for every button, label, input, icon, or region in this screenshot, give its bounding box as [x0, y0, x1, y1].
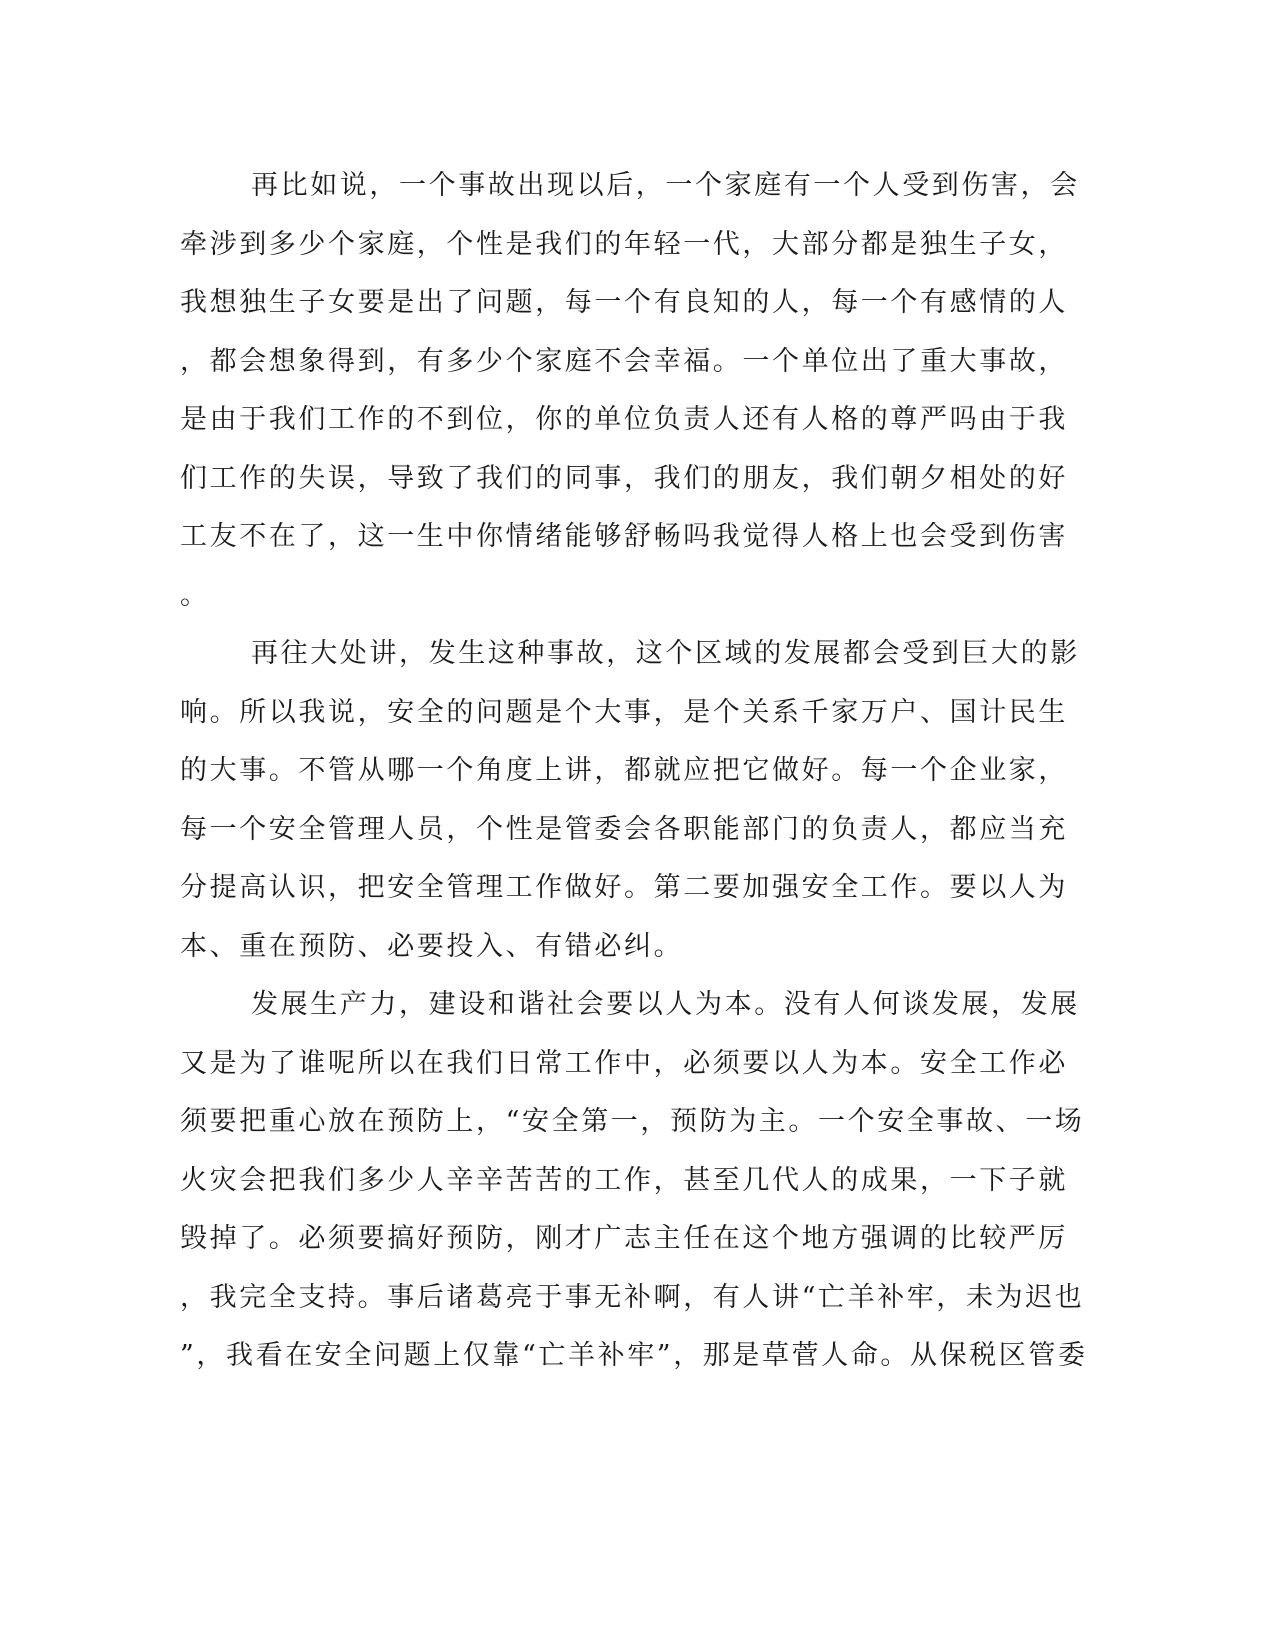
paragraph-3-line-7: ”，我看在安全问题上仅靠“亡羊补牢”，那是草菅人命。从保税区管委	[180, 1340, 1088, 1371]
paragraph-2-line-3: 的大事。不管从哪一个角度上讲，都就应把它做好。每一个企业家，	[180, 755, 1068, 786]
body-text	[180, 157, 1088, 1386]
paragraph-2-line-1: 再往大处讲，发生这种事故，这个区域的发展都会受到巨大的影	[251, 638, 1080, 669]
paragraph-2-line-2: 响。所以我说，安全的问题是个大事，是个关系千家万户、国计民生	[180, 696, 1068, 728]
paragraph-2-line-4: 每一个安全管理人员，个性是管委会各职能部门的负责人，都应当充	[180, 813, 1068, 845]
paragraph-1-line-1: 再比如说，一个事故出现以后，一个家庭有一个人受到伤害，会	[251, 170, 1080, 201]
paragraph-1-line-3: 我想独生子女要是出了问题，每一个有良知的人，每一个有感情的人	[180, 287, 1068, 318]
paragraph-3-line-6: ，我完全支持。事后诸葛亮于事无补啊，有人讲“亡羊补牢，未为迟也	[180, 1281, 1085, 1313]
paragraph-1-line-5: 是由于我们工作的不到位，你的单位负责人还有人格的尊严吗由于我	[180, 404, 1068, 435]
paragraph-3-line-3: 须要把重心放在预防上，“安全第一，预防为主。一个安全事故、一场	[180, 1106, 1085, 1137]
paragraph-2-line-5: 分提高认识，把安全管理工作做好。第二要加强安全工作。要以人为	[180, 872, 1068, 903]
paragraph-1-line-2: 牵涉到多少个家庭，个性是我们的年轻一代，大部分都是独生子女，	[180, 228, 1068, 260]
paragraph-1-line-6: 们工作的失误，导致了我们的同事，我们的朋友，我们朝夕相处的好	[180, 462, 1068, 494]
paragraph-1-line-4: ，都会想象得到，有多少个家庭不会幸福。一个单位出了重大事故，	[180, 345, 1068, 377]
paragraph-2-line-6: 本、重在预防、必要投入、有错必纠。	[180, 930, 684, 962]
paragraph-1-line-7: 工友不在了，这一生中你情绪能够舒畅吗我觉得人格上也会受到伤害	[180, 521, 1068, 552]
paragraph-3-line-4: 火灾会把我们多少人辛辛苦苦的工作，甚至几代人的成果，一下子就	[180, 1164, 1068, 1196]
paragraph-1-line-8: 。	[180, 579, 210, 611]
paragraph-3-line-5: 毁掉了。必须要搞好预防，刚才广志主任在这个地方强调的比较严厉	[180, 1223, 1068, 1254]
paragraph-3-line-1: 发展生产力，建设和谐社会要以人为本。没有人何谈发展，发展	[251, 989, 1080, 1020]
paragraph-3-line-2: 又是为了谁呢所以在我们日常工作中，必须要以人为本。安全工作必	[180, 1047, 1068, 1079]
